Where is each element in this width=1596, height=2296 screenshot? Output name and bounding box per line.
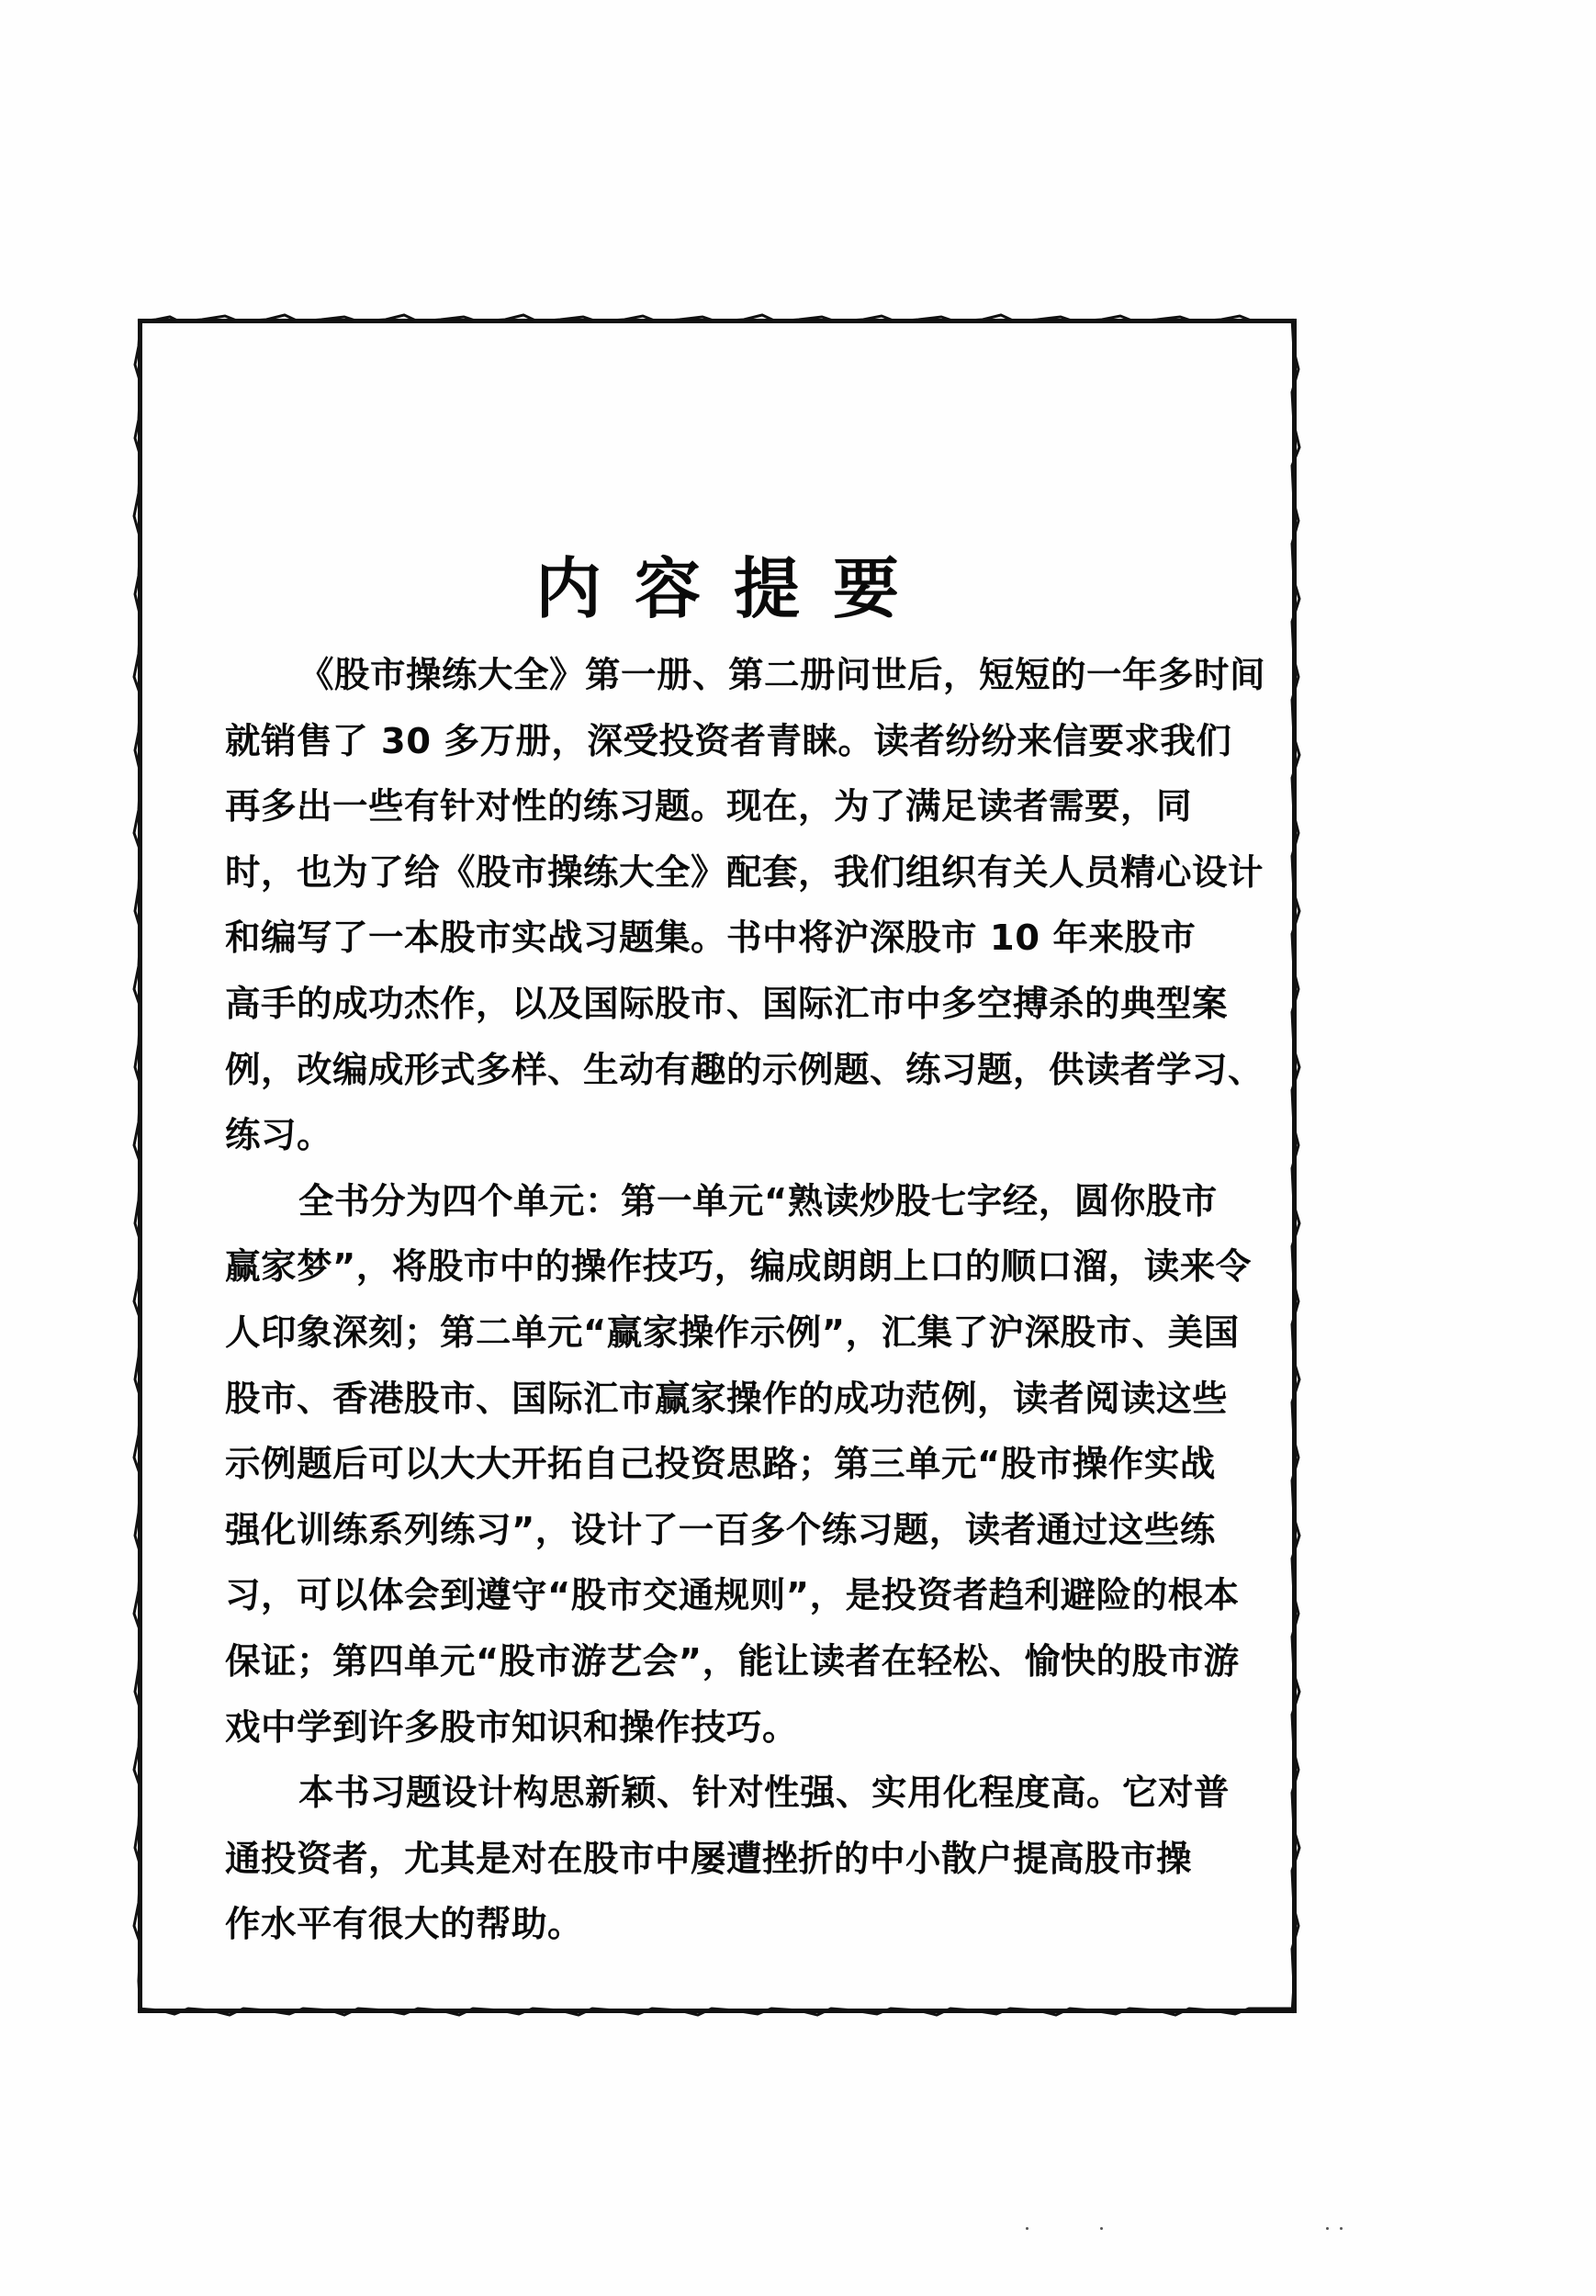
wavy-border-top xyxy=(138,314,1297,327)
text-line: 本书习题设计构思新颖、针对性强、实用化程度高。它对普 xyxy=(298,1773,1231,1815)
paragraph-conclusion xyxy=(225,1761,1231,1958)
text-line: 股市、香港股市、国际汇市赢家操作的成功范例，读者阅读这些 xyxy=(225,1378,1229,1420)
text-line: 通投资者，尤其是对在股市中屡遭挫折的中小散户提高股市操 xyxy=(225,1838,1193,1880)
summary-body xyxy=(225,643,1266,1958)
text-line: 全书分为四个单元：第一单元“熟读炒股七字经，圆你股市 xyxy=(298,1180,1218,1222)
speck xyxy=(1026,2227,1028,2230)
text-line: 练习。 xyxy=(225,1115,333,1157)
text-line: 就销售了 30 多万册，深受投资者青睐。读者纷纷来信要求我们 xyxy=(225,720,1232,762)
text-line: 保证；第四单元“股市游艺会”，能让读者在轻松、愉快的股市游 xyxy=(225,1640,1240,1683)
speck xyxy=(1340,2227,1343,2230)
text-line: 习，可以体会到遵守“股市交通规则”，是投资者趋利避险的根本 xyxy=(225,1575,1240,1617)
text-line: 戏中学到许多股市知识和操作技巧。 xyxy=(225,1706,799,1749)
paragraph-intro xyxy=(225,643,1266,1169)
text-line: 赢家梦”，将股市中的操作技巧，编成朗朗上口的顺口溜，读来令 xyxy=(225,1246,1252,1289)
text-line: 时，也为了给《股市操练大全》配套，我们组织有关人员精心设计 xyxy=(225,851,1264,894)
text-line: 高手的成功杰作，以及国际股市、国际汇市中多空搏杀的典型案 xyxy=(225,983,1229,1025)
paragraph-units xyxy=(225,1169,1252,1761)
text-line: 示例题后可以大大开拓自己投资思路；第三单元“股市操作实战 xyxy=(225,1444,1216,1486)
text-line: 例，改编成形式多样、生动有趣的示例题、练习题，供读者学习、 xyxy=(225,1049,1264,1091)
text-line: 人印象深刻；第二单元“赢家操作示例”，汇集了沪深股市、美国 xyxy=(225,1311,1240,1354)
wavy-border-bottom xyxy=(138,2005,1297,2018)
page-title: 内容提要 xyxy=(534,549,932,628)
speck xyxy=(1326,2227,1329,2230)
text-line: 《股市操练大全》第一册、第二册问世后，短短的一年多时间 xyxy=(298,655,1266,696)
text-line: 再多出一些有针对性的练习题。现在，为了满足读者需要，同 xyxy=(225,786,1193,828)
text-line: 和编写了一本股市实战习题集。书中将沪深股市 10 年来股市 xyxy=(225,917,1197,960)
speck xyxy=(1100,2227,1103,2230)
text-line: 作水平有很大的帮助。 xyxy=(225,1904,584,1946)
text-line: 强化训练系列练习”，设计了一百多个练习题，读者通过这些练 xyxy=(225,1509,1216,1551)
